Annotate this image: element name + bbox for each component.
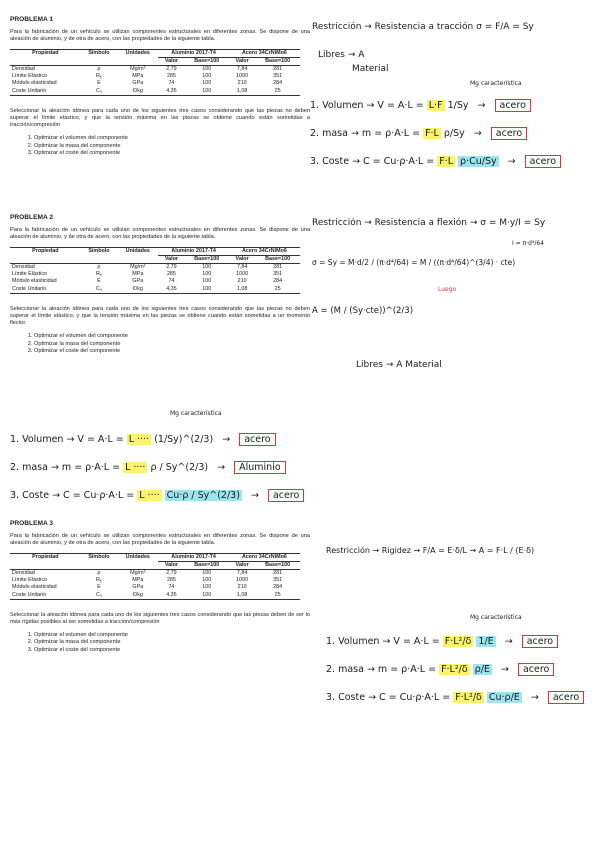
table-row: Coste Unitario Cᵤ €/kg 4,35 100 1,08 25 [10,592,300,600]
col-base: Base=100 [255,57,300,65]
answer-box: Aluminio [234,461,286,474]
notes3-row-volumen: 1. Volumen → V = A·L = F·L²/δ 1/E → acero [326,636,558,647]
col-base: Base=100 [185,57,229,65]
col-valor: Valor [158,561,184,569]
col-units: Unidades [117,553,158,561]
properties-table [10,553,300,600]
notes1-libres: Libres → A [318,50,365,60]
problem-2 [10,214,310,355]
problem-1 [10,16,310,157]
notes2-equation: σ = Sy = M·d/2 / (π·d⁴/64) = M / ((π·d⁴/64)^(3/4) · cte) [312,258,516,267]
notes2-luego: Luego [438,286,457,293]
list-item: 2. Optimizar la masa del componente [34,341,310,348]
notes2-libres: Libres → A Material [356,360,442,370]
col-valor: Valor [229,561,255,569]
properties-table [10,247,300,294]
col-property: Propiedad [10,553,81,561]
problem-title: PROBLEMA 3 [10,520,53,527]
notes2-row-coste: 3. Coste → C = Cu·ρ·A·L = L ···· Cu·ρ / Sy^(2/3) → acero [10,490,304,501]
answer-box: acero [268,489,304,502]
col-acero: Acero 34CrNiMo6 [229,553,300,561]
task-list [10,333,310,355]
notes2-row-volumen: 1. Volumen → V = A·L = L ···· (1/Sy)^(2/3) → acero [10,434,276,445]
col-aluminio: Aluminio 2017-T4 [158,553,229,561]
notes1-row-volumen: 1. Volumen → V = A·L = L·F 1/Sy → acero [310,100,531,111]
notes1-material: Material [352,64,389,74]
list-item: 2. Optimizar la masa del componente [34,639,310,646]
notes3-heading: Restricción → Rigidez → F/A = E·δ/L → A = F·L / (E·δ) [326,546,535,555]
problem-question: Seleccionar la aleación idónea para cada uno de los siguientes tres casos considerando que las piezas no deben superar el límite elástico, y que la tensión máxima en las piezas se obtiene cuando están sometidas a tracción/compresión [10,107,310,129]
col-units: Unidades [117,49,158,57]
table-row: Coste Unitario Cᵤ €/kg 4,35 100 1,08 25 [10,88,300,96]
table-row: Densidad ρ Mg/m³ 2,79 100 7,84 281 [12,570,283,577]
col-valor: Valor [158,255,184,263]
problem-question: Seleccionar la aleación idónea para cada uno de los siguientes tres casos considerando que las piezas deben de ser lo más rígidas posibles al ser sometidas a tracción/compresión [10,611,310,626]
problem-title: PROBLEMA 1 [10,16,53,23]
table-row: Límite Elástico Rₑ MPa 285 100 1000 351 [12,73,283,80]
problem-intro: Para la fabricación de un vehículo se utilizan componentes estructurales en diferentes zonas. Se dispone de una aleación de aluminio, y de otra de acero, con las propiedades de la siguiente tabla. [10,533,310,547]
notes3-row-coste: 3. Coste → C = Cu·ρ·A·L = F·L²/δ Cu·ρ/E → acero [326,692,584,703]
col-base: Base=100 [255,255,300,263]
notes2-heading: Restricción → Resistencia a flexión → σ = M·y/I = Sy [312,218,546,228]
notes2-area-equation: A = (M / (Sy·cte))^(2/3) [312,306,414,316]
list-item: 3. Optimizar el coste del componente [34,348,310,355]
col-units: Unidades [117,247,158,255]
col-valor: Valor [229,57,255,65]
problem-3 [10,520,310,654]
notes3-row-masa: 2. masa → m = ρ·A·L = F·L²/δ ρ/E → acero [326,664,554,675]
col-symbol: Símbolo [81,553,118,561]
notes1-mg-label: Mg característica [470,80,522,87]
notes1-heading: Restricción → Resistencia a tracción σ = F/A = Sy [312,22,534,32]
table-row: Densidad ρ Mg/m³ 2,79 100 7,84 281 [12,66,283,73]
answer-box: acero [495,99,531,112]
col-symbol: Símbolo [81,247,118,255]
answer-box: acero [522,635,558,648]
col-property: Propiedad [10,247,81,255]
task-list [10,135,310,157]
table-row: Coste Unitario Cᵤ €/kg 4,35 100 1,08 25 [10,286,300,294]
table-row: Módulo elasticidad E GPa 74 100 210 284 [12,278,283,285]
notes2-row-masa: 2. masa → m = ρ·A·L = L ···· ρ / Sy^(2/3) → Aluminio [10,462,286,473]
notes2-mg-label: Mg característica [170,410,222,417]
notes1-row-coste: 3. Coste → C = Cu·ρ·A·L = F·L ρ·Cu/Sy → acero [310,156,561,167]
notes2-inertia: I = π·d⁴/64 [512,240,545,247]
table-row: Límite Elástico Rₑ MPa 285 100 1000 351 [12,271,283,278]
col-aluminio: Aluminio 2017-T4 [158,247,229,255]
list-item: 1. Optimizar el volumen del componente [34,135,310,142]
problem-question: Seleccionar la aleación idónea para cada uno de los siguientes tres casos considerando que las piezas no deben superar el límite elástico, y que la tensión máxima en las piezas se obtiene cuando están sometidas a un momento flector. [10,305,310,327]
list-item: 2. Optimizar la masa del componente [34,143,310,150]
list-item: 1. Optimizar el volumen del componente [34,333,310,340]
answer-box: acero [518,663,554,676]
col-symbol: Símbolo [81,49,118,57]
col-valor: Valor [229,255,255,263]
table-row: Límite Elástico Rₑ MPa 285 100 1000 351 [12,577,283,584]
col-acero: Acero 34CrNiMo6 [229,49,300,57]
notes3-mg-label: Mg característica [470,614,522,621]
problem-intro: Para la fabricación de un vehículo se utilizan componentes estructurales en diferentes zonas. Se dispone de una aleación de aluminio, y de otra de acero, con las propiedades de la siguiente tabla. [10,29,310,43]
problem-intro: Para la fabricación de un vehículo se utilizan componentes estructurales en diferentes zonas. Se dispone de una aleación de aluminio, y de otra de acero, con las propiedades de la siguiente tabla. [10,227,310,241]
answer-box: acero [491,127,527,140]
task-list [10,632,310,654]
col-property: Propiedad [10,49,81,57]
table-row: Módulo elasticidad E GPa 74 100 210 284 [12,80,283,87]
list-item: 3. Optimizar el coste del componente [34,150,310,157]
list-item: 3. Optimizar el coste del componente [34,647,310,654]
problem-title: PROBLEMA 2 [10,214,53,221]
answer-box: acero [239,433,275,446]
table-row: Densidad ρ Mg/m³ 2,79 100 7,84 281 [12,264,283,271]
answer-box: acero [525,155,561,168]
col-valor: Valor [158,57,184,65]
col-aluminio: Aluminio 2017-T4 [158,49,229,57]
properties-table [10,49,300,96]
col-base: Base=100 [185,561,229,569]
answer-box: acero [548,691,584,704]
col-base: Base=100 [255,561,300,569]
col-acero: Acero 34CrNiMo6 [229,247,300,255]
col-base: Base=100 [185,255,229,263]
list-item: 1. Optimizar el volumen del componente [34,632,310,639]
table-row: Módulo elasticidad E GPa 74 100 210 284 [12,584,283,591]
notes1-row-masa: 2. masa → m = ρ·A·L = F·L ρ/Sy → acero [310,128,527,139]
